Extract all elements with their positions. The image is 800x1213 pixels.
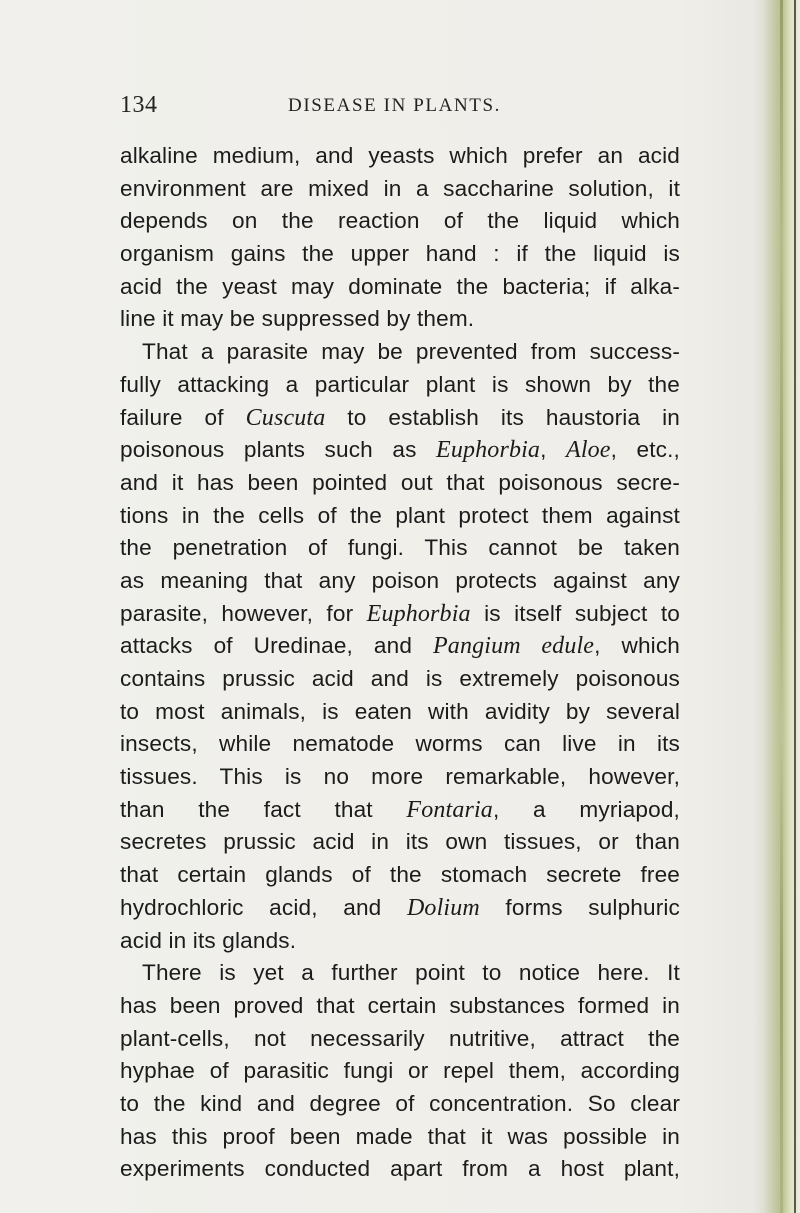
text-segment: line it may be suppressed by them. [120,306,475,332]
text-line [120,140,680,173]
page-edge-stain [780,0,783,1213]
text-line [120,826,680,859]
text-line [120,402,680,435]
text-line [120,794,680,827]
text-line [120,336,680,369]
text-segment: , a myriapod, [492,796,680,822]
text-line [120,761,680,794]
italic-term: Euphorbia [366,600,471,627]
text-segment: and it has been pointed out that poisonous secre- [120,469,680,495]
text-line [120,271,680,304]
text-segment: depends on the reaction of the liquid which [120,208,680,234]
text-segment: There is yet a further point to notice here. It [142,960,680,986]
text-line [120,1121,680,1154]
text-line [120,434,680,467]
text-segment: tions in the cells of the plant protect them against [120,502,680,528]
text-segment: , etc., [610,437,680,463]
text-segment: is itself subject to [470,600,680,626]
text-segment: , which [594,633,680,659]
text-line [120,957,680,990]
text-line [120,892,680,925]
running-head: DISEASE IN PLANTS. [288,95,502,116]
text-line [120,205,680,238]
text-segment: experiments conducted apart from a host plant, [120,1156,680,1182]
text-segment: parasite, however, for [120,600,367,626]
text-segment: secretes prussic acid in its own tissues, or than [120,829,680,855]
italic-term: Euphorbia [436,437,541,464]
text-line [120,1023,680,1056]
italic-term: Dolium [406,894,480,921]
text-line [120,565,680,598]
text-segment: the penetration of fungi. This cannot be taken [120,535,680,561]
page-header [120,92,680,132]
italic-term: Aloe [566,437,611,464]
text-line [120,173,680,206]
text-segment: to most animals, is eaten with avidity by several [120,698,680,724]
text-line [120,303,680,336]
text-segment: , [540,437,567,463]
text-segment: acid the yeast may dominate the bacteria; if alka- [120,273,680,299]
text-segment: has been proved that certain substances formed in [120,992,680,1018]
text-segment: to establish its haustoria in [325,404,680,430]
text-line [120,238,680,271]
italic-term: Cuscuta [245,404,326,431]
text-line [120,1055,680,1088]
text-segment: hydrochloric acid, and [120,894,407,920]
italic-term: Fontaria [406,796,493,823]
text-line [120,728,680,761]
text-segment: fully attacking a particular plant is shown by the [120,371,680,397]
body-text [120,140,680,1186]
text-segment: than the fact that [120,796,407,822]
text-segment: failure of [120,404,246,430]
text-line [120,925,680,958]
text-line [120,467,680,500]
text-line [120,369,680,402]
text-segment: acid in its glands. [120,927,297,953]
text-line [120,1088,680,1121]
text-line [120,696,680,729]
text-line [120,990,680,1023]
text-segment: organism gains the upper hand : if the liquid is [120,241,680,267]
text-segment: alkaline medium, and yeasts which prefer an acid [120,143,680,168]
text-segment: has this proof been made that it was possible in [120,1123,680,1149]
text-segment: tissues. This is no more remarkable, however, [120,764,680,790]
text-line [120,630,680,663]
text-line [120,859,680,892]
text-line [120,532,680,565]
text-segment: That a parasite may be prevented from success- [142,339,680,365]
text-segment: insects, while nematode worms can live in its [120,731,680,757]
text-line [120,663,680,696]
text-segment: forms sulphuric [479,894,681,920]
page-edge-line [794,0,796,1213]
text-segment: plant-cells, not necessarily nutritive, attract the [120,1025,680,1051]
page-number: 134 [120,92,158,118]
text-segment: poisonous plants such as [120,437,437,463]
text-segment: as meaning that any poison protects against any [120,567,680,593]
text-line [120,1153,680,1186]
text-segment: contains prussic acid and is extremely poisonous [120,666,680,691]
text-segment: that certain glands of the stomach secrete free [120,862,680,888]
text-segment: to the kind and degree of concentration. So clear [120,1090,680,1116]
text-segment: environment are mixed in a saccharine solution, it [120,175,680,201]
text-line [120,500,680,533]
text-segment: hyphae of parasitic fungi or repel them, according [120,1058,680,1084]
text-segment: attacks of Uredinae, and [120,633,433,659]
text-line [120,598,680,631]
italic-term: Pangium edule [433,633,595,660]
